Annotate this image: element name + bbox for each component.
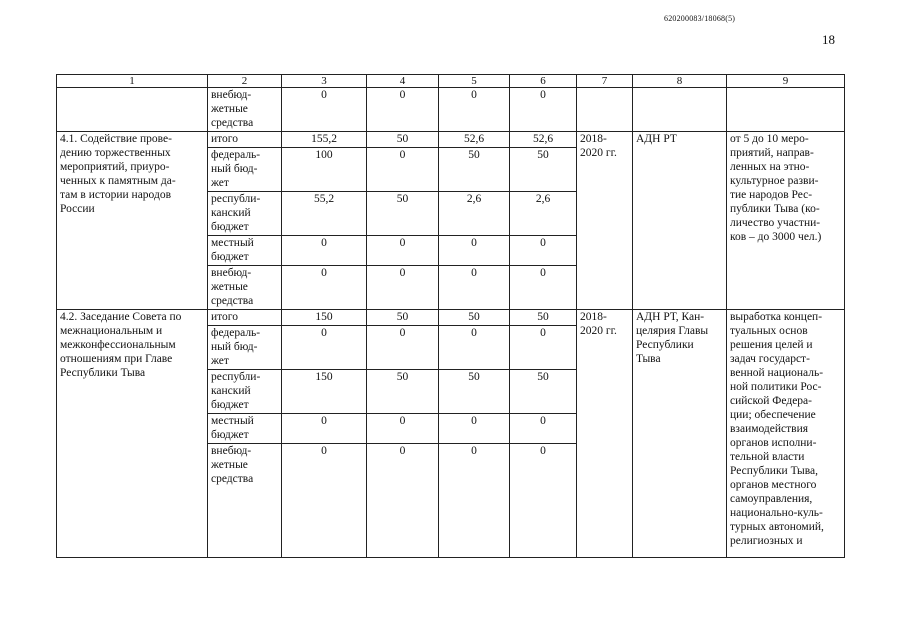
value-2018: 0 bbox=[367, 148, 439, 192]
value-total: 150 bbox=[282, 310, 367, 326]
value-total: 150 bbox=[282, 370, 367, 414]
value-2019: 0 bbox=[439, 444, 510, 558]
value-2018: 50 bbox=[367, 192, 439, 236]
funding-source: республи- канский бюджет bbox=[208, 370, 282, 414]
value-2019: 0 bbox=[439, 236, 510, 266]
value-2019: 0 bbox=[439, 88, 510, 132]
header-cell: 5 bbox=[439, 75, 510, 88]
continuation-row bbox=[57, 88, 845, 132]
executor-cell bbox=[633, 88, 727, 132]
header-cell: 8 bbox=[633, 75, 727, 88]
value-total: 0 bbox=[282, 326, 367, 370]
value-2020: 0 bbox=[510, 236, 577, 266]
value-2018: 50 bbox=[367, 370, 439, 414]
measure-4-1-result: от 5 до 10 меро- приятий, направ- ленных на этно- культурное разви- тие народов Рес- публики Тыва (ко- личество участни- ков – до 3000 чел.) bbox=[727, 132, 845, 310]
funding-source: федераль- ный бюд- жет bbox=[208, 326, 282, 370]
header-cell: 1 bbox=[57, 75, 208, 88]
value-2018: 50 bbox=[367, 132, 439, 148]
value-2020: 50 bbox=[510, 148, 577, 192]
header-row bbox=[57, 75, 845, 88]
value-total: 155,2 bbox=[282, 132, 367, 148]
value-2018: 0 bbox=[367, 326, 439, 370]
value-2019: 0 bbox=[439, 266, 510, 310]
value-2020: 0 bbox=[510, 414, 577, 444]
header-cell: 4 bbox=[367, 75, 439, 88]
measure-4-1-executor: АДН РТ bbox=[633, 132, 727, 310]
value-2018: 0 bbox=[367, 444, 439, 558]
funding-source: местный бюджет bbox=[208, 236, 282, 266]
page-number: 18 bbox=[822, 32, 835, 47]
plan-table bbox=[56, 74, 845, 558]
measure-4-2-result: выработка концеп- туальных основ решения целей и задач государст- венной националь- ной политики Рос- сийской Федера- ции; обеспечение взаимодействия органов исполни- тельной власти Республики Тыва, органов местного самоуправления, национально-куль- турных автономий, религиозных и bbox=[727, 310, 845, 558]
measure-4-1-title: 4.1. Содействие прове- дению торжественных мероприятий, приуро- ченных к памятным да- там в истории народов России bbox=[57, 132, 208, 310]
measure-4-1-period: 2018- 2020 гг. bbox=[577, 132, 633, 310]
value-2018: 0 bbox=[367, 88, 439, 132]
value-2020: 0 bbox=[510, 266, 577, 310]
value-2019: 0 bbox=[439, 414, 510, 444]
funding-source: внебюд- жетные средства bbox=[208, 266, 282, 310]
value-2019: 52,6 bbox=[439, 132, 510, 148]
value-2018: 0 bbox=[367, 414, 439, 444]
value-2018: 0 bbox=[367, 236, 439, 266]
value-total: 0 bbox=[282, 236, 367, 266]
value-2020: 0 bbox=[510, 88, 577, 132]
table-row bbox=[57, 310, 845, 326]
value-2018: 50 bbox=[367, 310, 439, 326]
funding-source: республи- канский бюджет bbox=[208, 192, 282, 236]
value-2019: 2,6 bbox=[439, 192, 510, 236]
value-total: 0 bbox=[282, 414, 367, 444]
value-2020: 50 bbox=[510, 370, 577, 414]
value-2020: 2,6 bbox=[510, 192, 577, 236]
value-total: 55,2 bbox=[282, 192, 367, 236]
funding-source: итого bbox=[208, 310, 282, 326]
value-2020: 50 bbox=[510, 310, 577, 326]
header-cell: 9 bbox=[727, 75, 845, 88]
measure-4-2-title: 4.2. Заседание Совета по межнациональным и межконфессиональным отношениям при Главе Республики Тыва bbox=[57, 310, 208, 558]
value-total: 0 bbox=[282, 444, 367, 558]
funding-source: местный бюджет bbox=[208, 414, 282, 444]
value-2019: 50 bbox=[439, 310, 510, 326]
header-cell: 6 bbox=[510, 75, 577, 88]
header-cell: 2 bbox=[208, 75, 282, 88]
value-total: 0 bbox=[282, 266, 367, 310]
measure-cell bbox=[57, 88, 208, 132]
value-2020: 0 bbox=[510, 444, 577, 558]
value-2018: 0 bbox=[367, 266, 439, 310]
document-id: 620200083/18068(5) bbox=[664, 14, 736, 23]
measure-4-2-executor: АДН РТ, Кан- целярия Главы Республики Тыва bbox=[633, 310, 727, 558]
measure-4-2-period: 2018- 2020 гг. bbox=[577, 310, 633, 558]
funding-source: федераль- ный бюд- жет bbox=[208, 148, 282, 192]
header-cell: 3 bbox=[282, 75, 367, 88]
funding-source: итого bbox=[208, 132, 282, 148]
value-total: 100 bbox=[282, 148, 367, 192]
value-2020: 0 bbox=[510, 326, 577, 370]
funding-source: внебюд- жетные средства bbox=[208, 88, 282, 132]
value-2019: 50 bbox=[439, 148, 510, 192]
table-row bbox=[57, 132, 845, 148]
value-2020: 52,6 bbox=[510, 132, 577, 148]
value-2019: 0 bbox=[439, 326, 510, 370]
value-total: 0 bbox=[282, 88, 367, 132]
result-cell bbox=[727, 88, 845, 132]
period-cell bbox=[577, 88, 633, 132]
value-2019: 50 bbox=[439, 370, 510, 414]
header-cell: 7 bbox=[577, 75, 633, 88]
funding-source: внебюд- жетные средства bbox=[208, 444, 282, 558]
